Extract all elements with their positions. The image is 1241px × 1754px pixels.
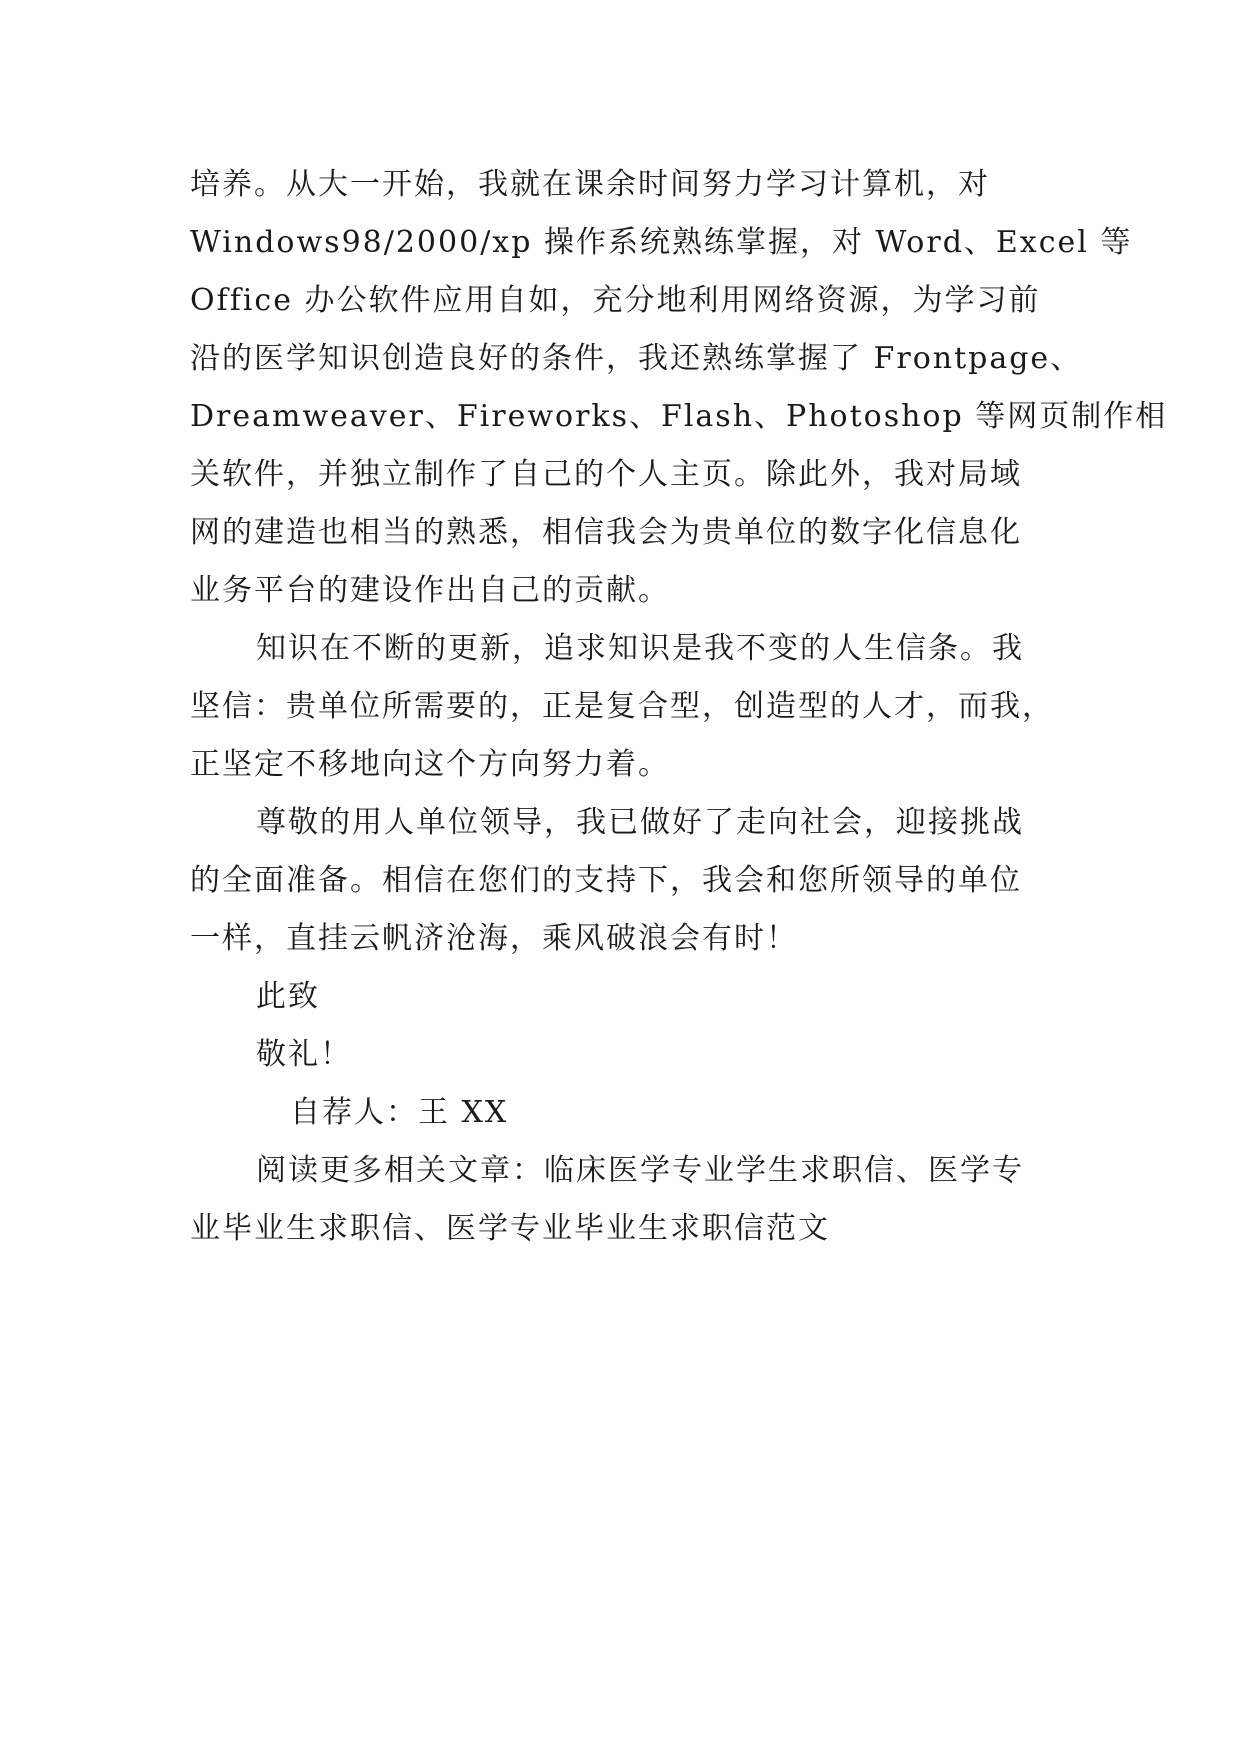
text-line: 关软件，并独立制作了自己的个人主页。除此外，我对局域	[190, 457, 1022, 492]
paragraph-start-line: 知识在不断的更新，追求知识是我不变的人生信条。我	[256, 631, 1024, 666]
text-line: Office 办公软件应用自如，充分地利用网络资源，为学习前	[190, 283, 1041, 318]
related-articles-line: 阅读更多相关文章：临床医学专业学生求职信、医学专	[256, 1153, 1024, 1188]
paragraph-start-line: 尊敬的用人单位领导，我已做好了走向社会，迎接挑战	[256, 805, 1024, 840]
closing-salutation: 此致	[256, 979, 320, 1014]
text-line: 培养。从大一开始，我就在课余时间努力学习计算机，对	[190, 167, 990, 202]
text-line: 的全面准备。相信在您们的支持下，我会和您所领导的单位	[190, 863, 1022, 898]
text-line: Windows98/2000/xp 操作系统熟练掌握，对 Word、Excel 等	[190, 225, 1133, 260]
text-line: Dreamweaver、Fireworks、Flash、Photoshop 等网页制作相	[190, 399, 1168, 434]
related-articles-line: 业毕业生求职信、医学专业毕业生求职信范文	[190, 1211, 830, 1246]
text-line: 网的建造也相当的熟悉，相信我会为贵单位的数字化信息化	[190, 515, 1022, 550]
signature-line: 自荐人：王 XX	[290, 1095, 509, 1130]
text-line: 坚信：贵单位所需要的，正是复合型，创造型的人才，而我，	[190, 689, 1054, 724]
text-line: 业务平台的建设作出自己的贡献。	[190, 573, 670, 608]
closing-regards: 敬礼！	[256, 1037, 352, 1072]
text-line: 沿的医学知识创造良好的条件，我还熟练掌握了 Frontpage、	[190, 341, 1083, 376]
text-line: 一样，直挂云帆济沧海，乘风破浪会有时！	[190, 921, 798, 956]
text-line: 正坚定不移地向这个方向努力着。	[190, 747, 670, 782]
